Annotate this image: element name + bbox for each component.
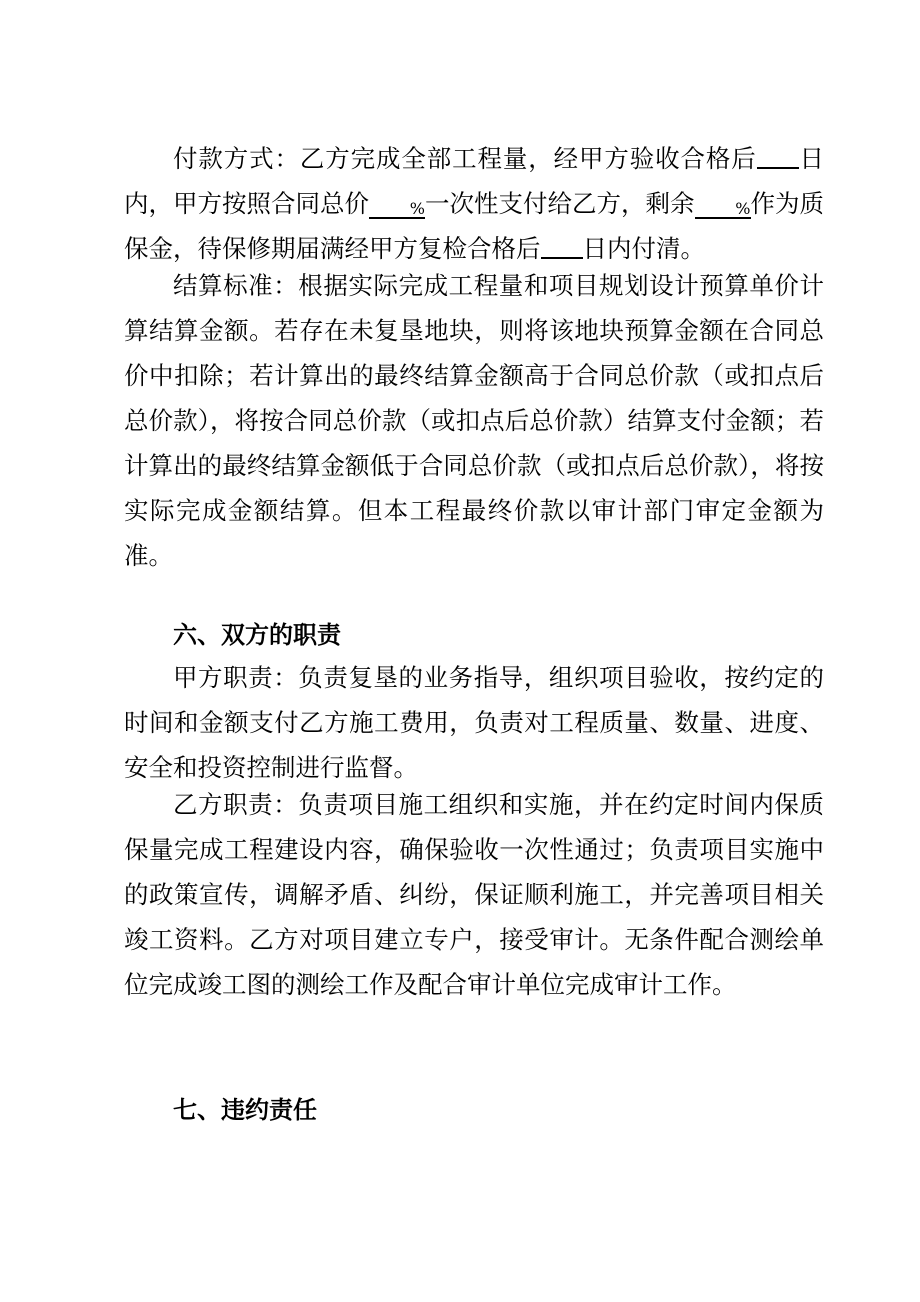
- payment-text-3: 一次性支付给乙方，剩余: [425, 189, 695, 218]
- percent-blank-2[interactable]: [695, 191, 751, 219]
- days-blank-1[interactable]: [757, 141, 799, 169]
- section-7-heading: 七、违约责任: [173, 1095, 317, 1124]
- payment-text-5: 日内付清。: [582, 234, 705, 263]
- payment-label: 付款方式：: [173, 144, 300, 173]
- settlement-paragraph: 结算标准：根据实际完成工程量和项目规划设计预算单价计算结算金额。若存在未复垦地块，则将该地块预算金额在合同总价中扣除；若计算出的最终结算金额高于合同总价款（或扣点后总价款），将按合同总价款（或扣点后总价款）结算支付金额；若计算出的最终结算金额低于合同总价款（或扣点后总价款），将按实际完成金额结算。但本工程最终价款以审计部门审定金额为准。: [124, 271, 824, 570]
- percent-symbol-1: %: [409, 199, 425, 218]
- days-blank-2[interactable]: [541, 231, 583, 259]
- percent-symbol-2: %: [735, 199, 751, 218]
- payment-text-4: 作为质保金，待保修期届满经甲方复检合格后: [124, 189, 824, 263]
- party-a-duties-paragraph: 甲方职责：负责复垦的业务指导，组织项目验收，按约定的时间和金额支付乙方施工费用，负责对工程质量、数量、进度、安全和投资控制进行监督。: [124, 663, 824, 782]
- payment-text-1: 乙方完成全部工程量，经甲方验收合格后: [299, 144, 757, 173]
- payment-text-2: 日内，甲方按照合同总价: [124, 144, 824, 218]
- percent-blank-1[interactable]: [369, 191, 425, 219]
- party-b-duties-paragraph: 乙方职责：负责项目施工组织和实施，并在约定时间内保质保量完成工程建设内容，确保验收一次性通过；负责项目实施中的政策宣传，调解矛盾、纠纷，保证顺利施工，并完善项目相关竣工资料。乙方对项目建立专户，接受审计。无条件配合测绘单位完成竣工图的测绘工作及配合审计单位完成审计工作。: [124, 790, 824, 999]
- section-6-heading: 六、双方的职责: [173, 620, 341, 649]
- payment-paragraph: [124, 136, 824, 271]
